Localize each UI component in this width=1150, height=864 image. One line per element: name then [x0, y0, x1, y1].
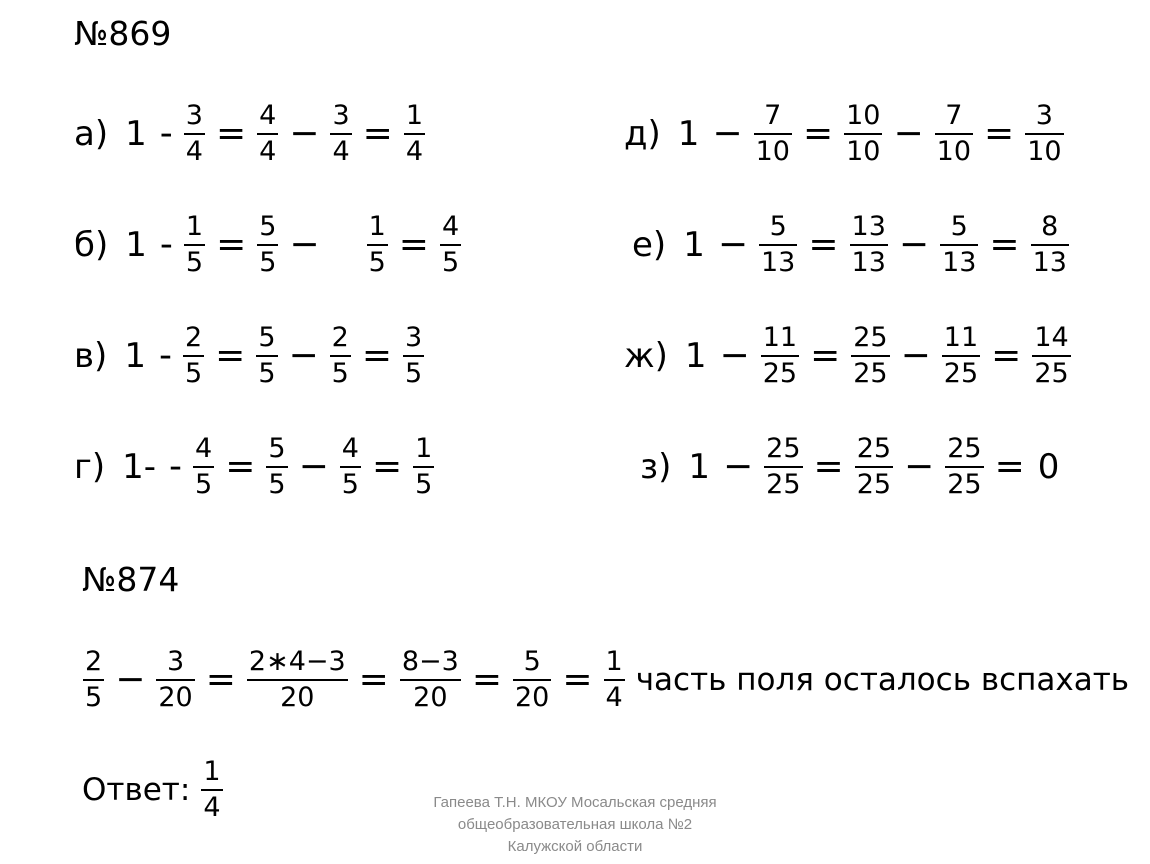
problem-label: б)	[74, 225, 109, 266]
denominator: 13	[1032, 247, 1067, 279]
answer-row	[82, 758, 226, 823]
fraction	[601, 648, 628, 713]
numerator: 2	[184, 322, 203, 353]
fraction-bar	[413, 466, 434, 468]
denominator: 4	[259, 136, 277, 168]
problem-874	[80, 648, 1129, 713]
denominator: 5	[184, 358, 203, 390]
denominator: 10	[846, 136, 881, 168]
fraction	[181, 102, 208, 167]
operator: −	[900, 335, 931, 377]
heading-874: №874	[82, 560, 180, 599]
answer-denominator: 4	[203, 792, 221, 824]
fraction-bar	[855, 466, 893, 468]
fraction-bar	[257, 133, 278, 135]
denominator: 20	[280, 682, 315, 714]
denominator: 13	[942, 247, 977, 279]
numerator: 2	[85, 646, 103, 677]
fraction	[401, 102, 428, 167]
operator: −	[115, 659, 146, 701]
fraction-bar	[184, 133, 205, 135]
numerator: 3	[405, 322, 423, 353]
problem-a	[74, 102, 428, 167]
denominator: 4	[185, 136, 203, 168]
fraction	[400, 324, 427, 389]
fraction-bar	[256, 355, 277, 357]
fraction	[1022, 102, 1066, 167]
numerator: 25	[766, 433, 801, 464]
fraction-bar	[759, 244, 797, 246]
footer-line-3: Калужской области	[507, 837, 643, 855]
numerator: 25	[853, 322, 888, 353]
fraction-bar	[330, 133, 351, 135]
operator: −	[289, 113, 320, 155]
fraction-bar	[247, 679, 348, 681]
fraction	[153, 648, 197, 713]
fraction-bar	[513, 679, 551, 681]
number: 1	[125, 225, 147, 266]
numerator: 8−3	[401, 646, 459, 677]
operator: −	[722, 446, 754, 488]
fraction	[190, 435, 217, 500]
fraction-bar	[1031, 244, 1069, 246]
fraction	[758, 324, 802, 389]
denominator: 13	[851, 247, 886, 279]
operator: =	[994, 446, 1025, 488]
numerator: 2∗4−3	[248, 646, 346, 677]
fraction	[751, 102, 795, 167]
numerator: 8	[1041, 211, 1059, 242]
numerator: 3	[166, 646, 185, 677]
operator: −	[298, 446, 329, 488]
operator: -	[158, 335, 172, 377]
fraction	[181, 213, 208, 278]
operator: −	[712, 113, 743, 155]
fraction	[841, 102, 885, 167]
fraction-bar	[761, 355, 799, 357]
fraction-bar	[184, 244, 205, 246]
fraction-bar	[844, 133, 882, 135]
fraction-bar	[83, 679, 104, 681]
fraction	[932, 102, 976, 167]
footer-line-1: Гапеева Т.Н. МКОУ Мосальская средняя	[433, 794, 717, 811]
numerator: 11	[762, 322, 798, 353]
fraction-bar	[330, 355, 351, 357]
fraction-bar	[604, 679, 625, 681]
denominator: 25	[943, 358, 979, 390]
operator: -	[159, 224, 173, 266]
number: 1	[677, 114, 700, 155]
fraction	[254, 102, 281, 167]
heading-869: №869	[74, 14, 172, 53]
denominator: 5	[259, 247, 277, 279]
numerator: 1	[185, 211, 204, 242]
number: 1	[688, 447, 710, 488]
numerator: 13	[851, 211, 886, 242]
numerator: 1	[605, 646, 623, 677]
fraction	[263, 435, 290, 500]
numerator: 5	[523, 646, 541, 677]
fraction	[337, 435, 364, 500]
numerator: 5	[950, 211, 968, 242]
numerator: 25	[947, 433, 982, 464]
problem-label: ж)	[624, 336, 668, 377]
fraction	[1029, 324, 1073, 389]
denominator: 13	[761, 247, 796, 279]
operator: =	[205, 659, 236, 701]
fraction-bar	[201, 789, 222, 791]
fraction-bar	[367, 244, 388, 246]
numerator: 14	[1034, 322, 1069, 353]
denominator: 20	[515, 682, 550, 714]
denominator: 25	[856, 469, 892, 501]
number: 1	[683, 225, 705, 266]
problem-g	[74, 435, 437, 500]
problem-label: д)	[624, 114, 661, 155]
fraction	[397, 648, 464, 713]
operator: -	[159, 113, 173, 155]
denominator: 5	[185, 247, 204, 279]
problem-label: а)	[74, 114, 109, 155]
operator: =	[225, 446, 256, 488]
fraction	[942, 435, 986, 500]
fraction-bar	[940, 244, 978, 246]
numerator: 7	[764, 100, 782, 131]
operator: =	[362, 113, 393, 155]
number: 0	[1037, 447, 1060, 488]
fraction-bar	[440, 244, 461, 246]
numerator: 5	[769, 211, 787, 242]
fraction	[80, 648, 107, 713]
numerator: 1	[415, 433, 433, 464]
fraction-bar	[942, 355, 980, 357]
problem-v	[74, 324, 427, 389]
footer-credit	[370, 792, 780, 857]
fraction-bar	[764, 466, 802, 468]
fraction	[847, 213, 891, 278]
fraction	[939, 324, 983, 389]
numerator: 5	[259, 211, 277, 242]
operator: =	[216, 224, 247, 266]
operator: −	[288, 335, 319, 377]
operator: =	[813, 446, 844, 488]
fraction-bar	[193, 466, 214, 468]
denominator: 10	[755, 136, 790, 168]
numerator: 4	[195, 433, 213, 464]
denominator: 25	[1034, 358, 1069, 390]
fraction	[510, 648, 554, 713]
operator: =	[361, 335, 393, 377]
problem-z	[640, 435, 1064, 500]
fraction-bar	[945, 466, 983, 468]
problem-b	[74, 213, 464, 278]
fraction	[848, 324, 892, 389]
numerator: 3	[185, 100, 203, 131]
fraction-bar	[403, 355, 424, 357]
fraction	[364, 213, 391, 278]
denominator: 20	[413, 682, 448, 714]
operator: =	[471, 659, 502, 701]
fraction	[244, 648, 351, 713]
fraction	[761, 435, 805, 500]
numerator: 2	[331, 322, 349, 353]
problem-d	[624, 102, 1067, 167]
fraction-bar	[266, 466, 287, 468]
numerator: 4	[341, 433, 359, 464]
fraction-bar	[340, 466, 361, 468]
fraction-bar	[850, 244, 888, 246]
operator: −	[893, 113, 924, 155]
problem-label: в)	[74, 336, 108, 377]
denominator: 4	[332, 136, 350, 168]
denominator: 20	[158, 682, 193, 714]
denominator: 5	[331, 358, 349, 390]
number: 1-	[122, 447, 157, 488]
denominator: 5	[258, 358, 276, 390]
problem-label: з)	[640, 447, 672, 488]
fraction	[756, 213, 800, 278]
fraction	[937, 213, 981, 278]
denominator: 5	[85, 682, 103, 714]
numerator: 1	[368, 211, 386, 242]
fraction-bar	[851, 355, 889, 357]
numerator: 3	[1035, 100, 1053, 131]
answer-text: часть поля осталось вспахать	[635, 661, 1130, 698]
denominator: 5	[341, 469, 359, 501]
operator: =	[810, 335, 841, 377]
operator: =	[358, 659, 389, 701]
operator: -	[169, 446, 183, 488]
numerator: 3	[332, 100, 350, 131]
denominator: 5	[368, 247, 386, 279]
numerator: 1	[405, 100, 424, 131]
fraction-bar	[156, 679, 194, 681]
problem-label: г)	[74, 447, 106, 488]
fraction-bar	[183, 355, 204, 357]
operator: =	[562, 659, 593, 701]
numerator: 5	[258, 322, 276, 353]
operator: =	[215, 113, 247, 155]
numerator: 4	[259, 100, 277, 131]
numerator: 11	[943, 322, 979, 353]
fraction-bar	[935, 133, 973, 135]
denominator: 25	[766, 469, 801, 501]
operator: =	[371, 446, 403, 488]
problem-label: е)	[632, 225, 667, 266]
operator: −	[289, 224, 320, 266]
operator: =	[802, 113, 834, 155]
fraction-bar	[257, 244, 278, 246]
operator: =	[984, 113, 1015, 155]
problem-e	[632, 213, 1072, 278]
fraction	[327, 102, 354, 167]
problem-zh	[624, 324, 1074, 389]
operator: −	[898, 224, 930, 266]
operator: =	[398, 224, 429, 266]
fraction	[180, 324, 207, 389]
operator: =	[989, 224, 1020, 266]
footer-line-2: общеобразовательная школа №2	[457, 815, 693, 833]
denominator: 10	[1027, 136, 1062, 168]
denominator: 10	[936, 136, 972, 168]
operator: =	[808, 224, 839, 266]
fraction	[410, 435, 437, 500]
fraction-bar	[400, 679, 461, 681]
operator: −	[904, 446, 935, 488]
numerator: 4	[441, 211, 460, 242]
number: 1	[125, 114, 147, 155]
answer-numerator: 1	[203, 756, 221, 787]
fraction	[1028, 213, 1072, 278]
numerator: 25	[856, 433, 892, 464]
denominator: 5	[441, 247, 460, 279]
answer-fraction	[198, 758, 225, 823]
fraction	[254, 213, 281, 278]
fraction-bar	[754, 133, 792, 135]
numerator: 5	[268, 433, 286, 464]
number: 1	[684, 336, 707, 377]
answer-label: Ответ:	[82, 772, 191, 809]
denominator: 4	[605, 682, 623, 714]
fraction	[437, 213, 464, 278]
fraction-bar	[404, 133, 425, 135]
denominator: 25	[762, 358, 798, 390]
numerator: 7	[945, 100, 963, 131]
fraction-bar	[1025, 133, 1063, 135]
number: 1	[124, 336, 146, 377]
denominator: 5	[268, 469, 286, 501]
denominator: 5	[405, 358, 423, 390]
operator: =	[215, 335, 246, 377]
equation-874	[80, 648, 628, 713]
numerator: 10	[846, 100, 881, 131]
fraction	[852, 435, 896, 500]
fraction-bar	[1032, 355, 1070, 357]
operator: −	[717, 224, 748, 266]
denominator: 4	[405, 136, 424, 168]
fraction	[327, 324, 354, 389]
denominator: 25	[853, 358, 888, 390]
denominator: 5	[415, 469, 433, 501]
operator: =	[991, 335, 1022, 377]
denominator: 5	[195, 469, 213, 501]
fraction	[253, 324, 280, 389]
operator: −	[719, 335, 750, 377]
denominator: 25	[947, 469, 982, 501]
